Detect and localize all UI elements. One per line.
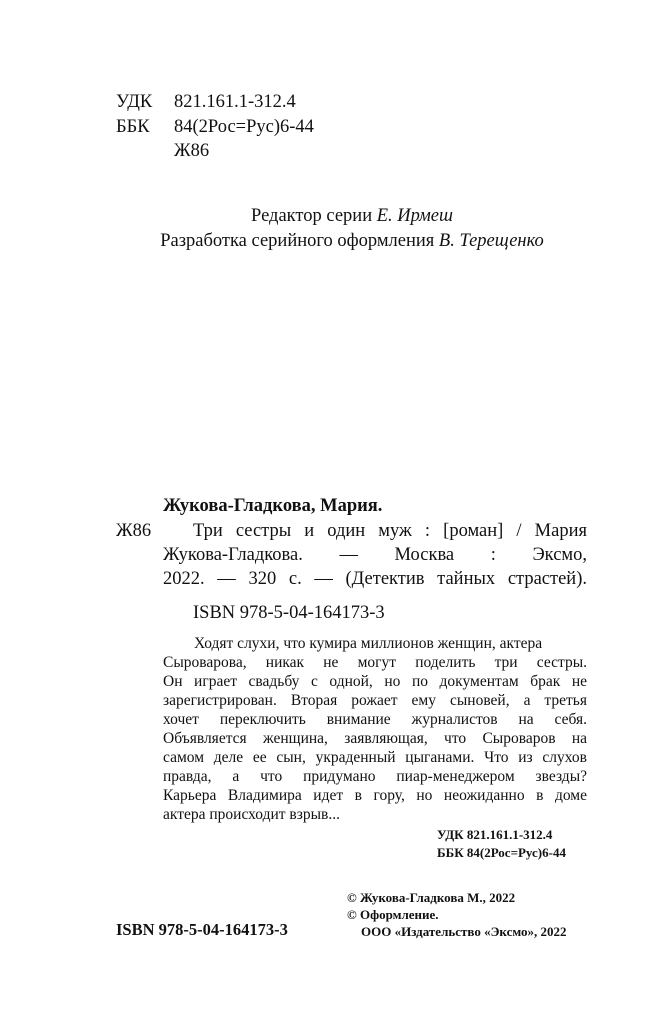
udk-line bbox=[116, 92, 296, 113]
bbk-line bbox=[116, 117, 314, 138]
copyright-author: © Жукова-Гладкова М., 2022 bbox=[347, 890, 516, 905]
catalog-desc-line: 2022. — 320 с. — (Детектив тайных страстей). bbox=[163, 569, 587, 589]
author-mark-top: Ж86 bbox=[174, 141, 210, 161]
udk-value: 821.161.1-312.4 bbox=[174, 92, 296, 112]
annotation-line: Он играет свадьбу с одной, но по документам брак не bbox=[163, 673, 587, 690]
series-editor-prefix: Редактор серии bbox=[251, 206, 373, 226]
series-design-name: В. Терещенко bbox=[438, 231, 544, 251]
copyright-design: © Оформление. bbox=[347, 907, 439, 922]
catalog-desc-line: Жукова-Гладкова. — Москва : Эксмо, bbox=[163, 545, 587, 565]
bottom-bbk: ББК 84(2Рос=Рус)6-44 bbox=[437, 845, 566, 860]
annotation-line: правда, а что придумано пиар-менеджером звезды? bbox=[163, 768, 587, 785]
footer-isbn: ISBN 978-5-04-164173-3 bbox=[116, 920, 288, 939]
annotation-line: актера происходит взрыв... bbox=[163, 806, 340, 823]
bbk-label: ББК bbox=[116, 117, 150, 137]
bbk-value: 84(2Рос=Рус)6-44 bbox=[174, 117, 314, 137]
series-design-prefix: Разработка серийного оформления bbox=[160, 231, 435, 251]
catalog-heading: Жукова-Гладкова, Мария. bbox=[163, 496, 383, 516]
annotation-line: Сыроварова, никак не могут поделить три сестры. bbox=[163, 654, 587, 671]
annotation-line: Объявляется женщина, заявляющая, что Сыроваров на bbox=[163, 730, 587, 747]
series-design-line bbox=[0, 231, 662, 252]
annotation-line: самом деле ее сын, украденный цыганами. Что из слухов bbox=[163, 749, 587, 766]
udk-label: УДК bbox=[116, 92, 153, 112]
series-editor-line bbox=[0, 206, 662, 227]
catalog-author-mark: Ж86 bbox=[116, 521, 152, 541]
copyright-publisher: ООО «Издательство «Эксмо», 2022 bbox=[361, 924, 567, 939]
bottom-udk: УДК 821.161.1-312.4 bbox=[437, 827, 553, 842]
annotation-line: Ходят слухи, что кумира миллионов женщин, актера bbox=[194, 635, 543, 652]
annotation-line: хочет переключить внимание журналистов на себя. bbox=[163, 711, 587, 728]
annotation-line: зарегистрирован. Вторая рожает ему сыновей, а третья bbox=[163, 692, 587, 709]
catalog-isbn: ISBN 978-5-04-164173-3 bbox=[193, 603, 385, 623]
annotation-line: Карьера Владимира идет в гору, но неожиданно в доме bbox=[163, 787, 587, 804]
series-editor-name: Е. Ирмеш bbox=[376, 206, 453, 226]
catalog-desc-line: Три сестры и один муж : [роман] / Мария bbox=[193, 521, 587, 541]
